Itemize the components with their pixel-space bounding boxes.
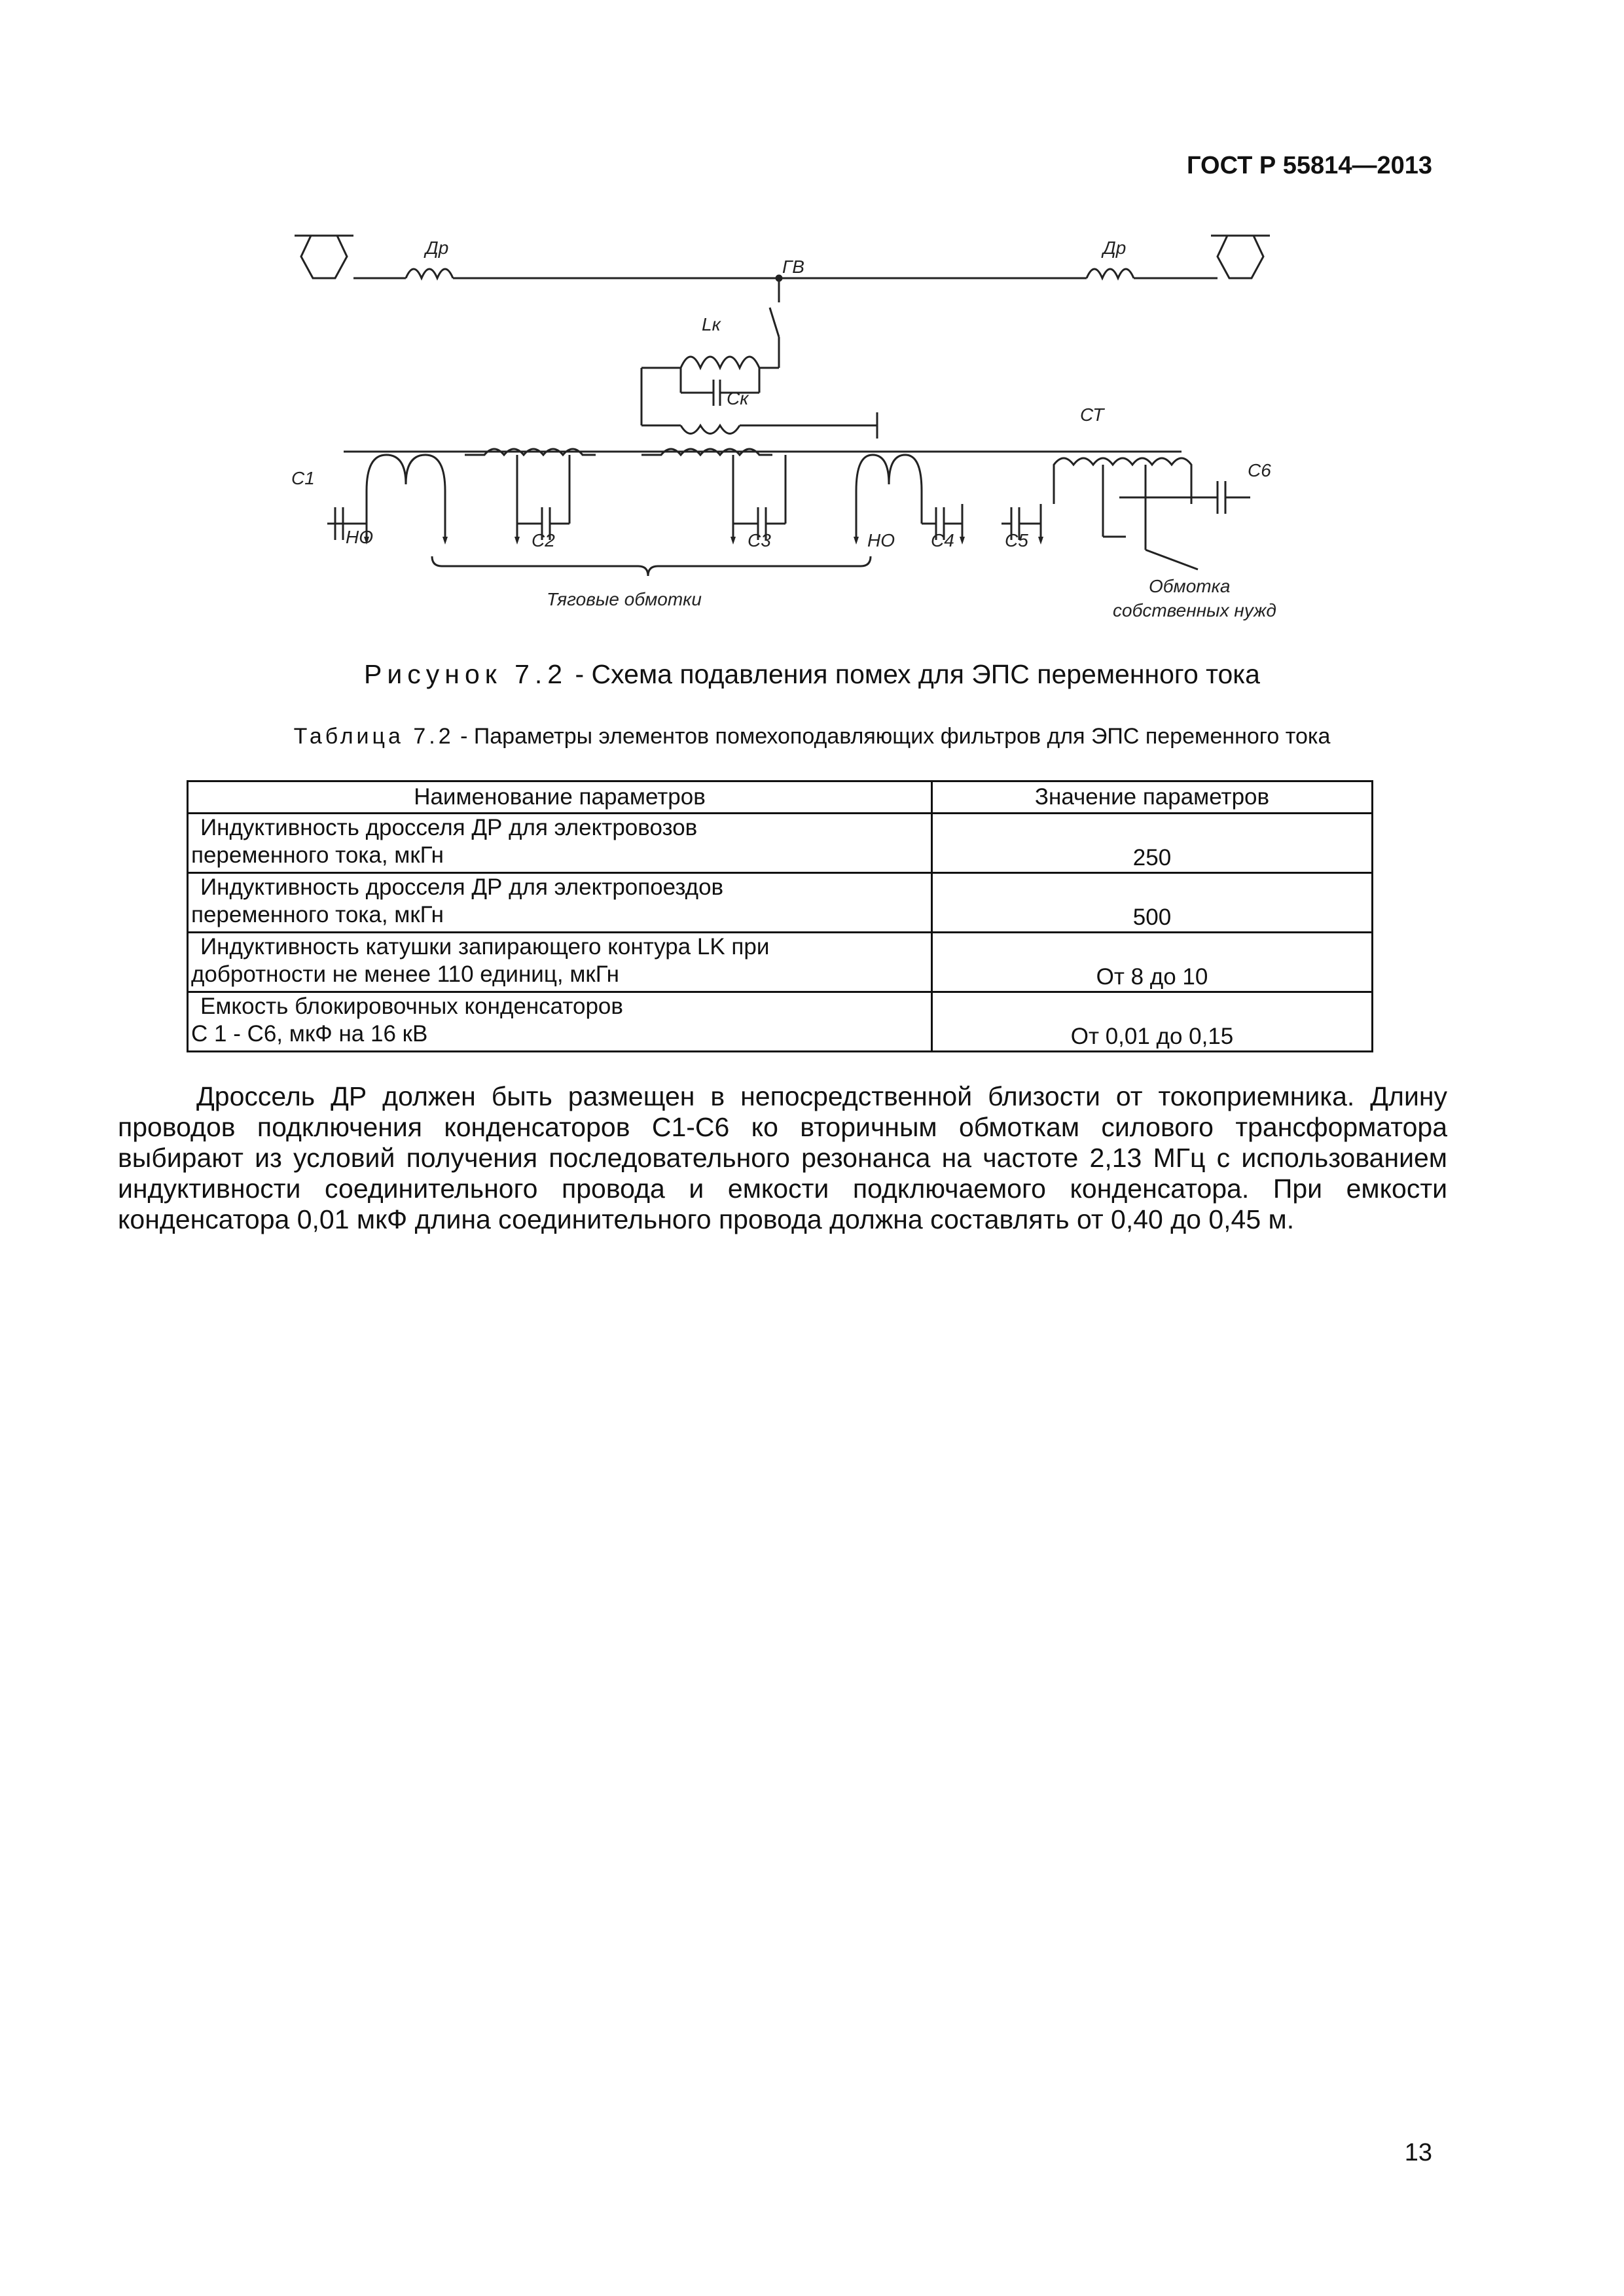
table-row bbox=[188, 992, 1373, 1052]
label-no-left: НО bbox=[346, 527, 373, 547]
label-ct: СТ bbox=[1080, 404, 1104, 425]
body-paragraph bbox=[118, 1081, 1447, 1235]
label-gv: ГВ bbox=[782, 257, 804, 277]
label-dr-left: Др bbox=[425, 238, 449, 258]
parameter-name-cell: Индуктивность катушки запирающего контура LK при добротности не менее 110 единиц, мкГн bbox=[188, 933, 932, 992]
label-c2: C2 bbox=[532, 530, 555, 550]
label-c1: C1 bbox=[291, 468, 315, 488]
label-dr-right: Др bbox=[1103, 238, 1127, 258]
interference-suppression-schematic bbox=[275, 216, 1322, 635]
label-c4: C4 bbox=[931, 530, 954, 550]
figure-caption-label: Рисунок 7.2 bbox=[364, 659, 568, 689]
parameter-value-cell: 250 bbox=[932, 814, 1373, 873]
header-parameter-name: Наименование параметров bbox=[188, 781, 932, 814]
label-c6: C6 bbox=[1248, 460, 1271, 480]
table-row bbox=[188, 814, 1373, 873]
choke-right-icon bbox=[1087, 269, 1134, 278]
table-title-text: - Параметры элементов помехоподавляющих фильтров для ЭПС переменного тока bbox=[454, 724, 1331, 749]
label-traction-windings: Тяговые обмотки bbox=[547, 589, 702, 609]
label-c5: C5 bbox=[1005, 530, 1028, 550]
table-title bbox=[0, 724, 1624, 749]
figure-caption bbox=[0, 659, 1624, 690]
inductor-lk-icon bbox=[681, 357, 759, 368]
label-aux-winding-2: собственных нужд bbox=[1113, 600, 1276, 620]
label-no-right: НО bbox=[867, 530, 895, 550]
table-title-label: Таблица 7.2 bbox=[293, 724, 454, 749]
pantograph-left-icon bbox=[301, 236, 347, 278]
choke-left-icon bbox=[406, 269, 453, 278]
parameter-value-cell: От 0,01 до 0,15 bbox=[932, 992, 1373, 1052]
pantograph-right-icon bbox=[1218, 236, 1263, 278]
parameter-name-cell: Емкость блокировочных конденсаторов С 1 - С6, мкФ на 16 кВ bbox=[188, 992, 932, 1052]
label-ck: Cк bbox=[727, 388, 749, 408]
label-c3: C3 bbox=[748, 530, 771, 550]
label-lk: Lк bbox=[702, 314, 721, 334]
label-aux-winding-1: Обмотка bbox=[1149, 576, 1231, 596]
parameter-name-cell: Индуктивность дросселя ДР для электропоездов переменного тока, мкГн bbox=[188, 873, 932, 933]
table-row bbox=[188, 873, 1373, 933]
table-row bbox=[188, 933, 1373, 992]
parameters-table bbox=[187, 780, 1373, 1052]
parameter-value-cell: 500 bbox=[932, 873, 1373, 933]
table-header-row bbox=[188, 781, 1373, 814]
document-code: ГОСТ Р 55814—2013 bbox=[1187, 152, 1432, 179]
parameter-value-cell: От 8 до 10 bbox=[932, 933, 1373, 992]
parameter-name-cell: Индуктивность дросселя ДР для электровозов переменного тока, мкГн bbox=[188, 814, 932, 873]
body-paragraph-text: Дроссель ДР должен быть размещен в непосредственной близости от токоприемника. Длину проводов подключения конденсаторов С1-С6 ко вторичным обмоткам силового трансформатора выбирают из условий получения последовательного резонанса на частоте 2,13 МГц с использованием индуктивности соединительного провода и емкости подключаемого конденсатора. При емкости конденсатора 0,01 мкФ длина соединительного провода должна составлять от 0,40 до 0,45 м. bbox=[118, 1081, 1447, 1234]
figure-caption-text: - Схема подавления помех для ЭПС переменного тока bbox=[568, 659, 1260, 689]
page-number: 13 bbox=[1404, 2139, 1432, 2166]
header-parameter-value: Значение параметров bbox=[932, 781, 1373, 814]
